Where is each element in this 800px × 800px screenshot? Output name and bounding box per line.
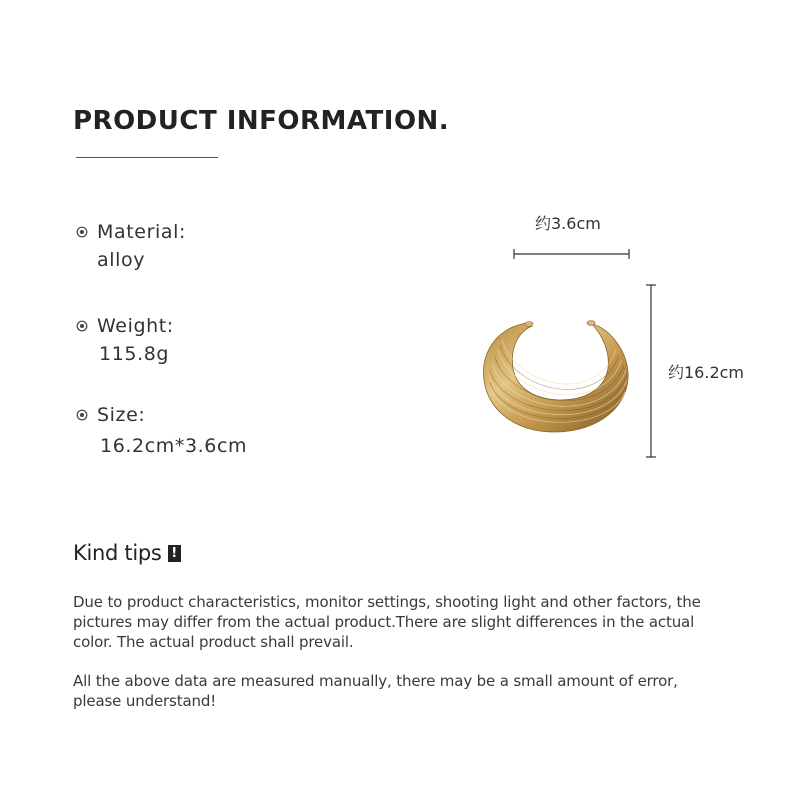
spec-material bbox=[76, 221, 186, 271]
dot-circle-icon bbox=[76, 320, 88, 332]
dimension-diagram bbox=[440, 200, 780, 480]
spec-weight bbox=[76, 315, 174, 365]
kind-tips-heading bbox=[73, 541, 181, 565]
kind-tips-title: Kind tips bbox=[73, 541, 162, 565]
gold-collar-image bbox=[483, 321, 628, 433]
height-dimension-line bbox=[646, 285, 656, 457]
tips-note: All the above data are measured manually, there may be a small amount of error, please understand! bbox=[73, 672, 678, 710]
width-label: 约3.6cm bbox=[535, 214, 601, 233]
spec-value: 115.8g bbox=[99, 343, 170, 365]
spec-size bbox=[76, 404, 247, 457]
tips-note: Due to product characteristics, monitor settings, shooting light and other factors, the pictures may differ from the actual product.There are slight differences in the actual color. The actual product shall prevail. bbox=[73, 593, 701, 651]
spec-value: alloy bbox=[97, 249, 146, 271]
spec-label: Size: bbox=[97, 404, 146, 426]
spec-value: 16.2cm*3.6cm bbox=[100, 435, 248, 457]
title-underline bbox=[76, 157, 218, 158]
spec-label: Material: bbox=[97, 221, 186, 243]
width-dimension-line bbox=[514, 249, 629, 259]
dot-circle-icon bbox=[76, 226, 88, 238]
spec-label: Weight: bbox=[97, 315, 174, 337]
exclamation-icon: ! bbox=[168, 545, 181, 562]
dot-circle-icon bbox=[76, 409, 88, 421]
height-label: 约16.2cm bbox=[668, 363, 745, 382]
page-title: PRODUCT INFORMATION. bbox=[73, 106, 450, 136]
